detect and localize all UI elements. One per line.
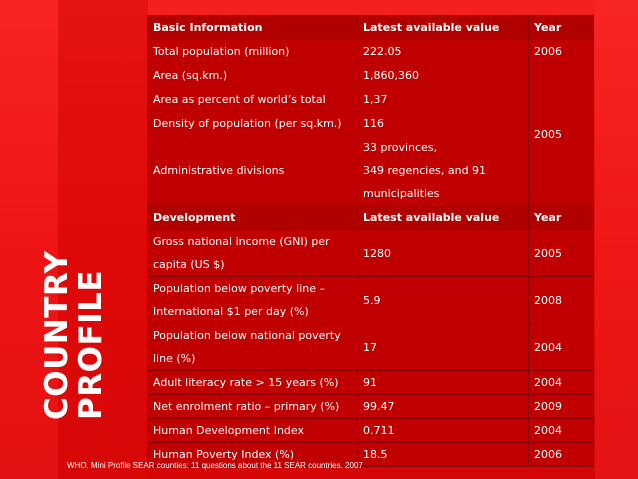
value-line: 349 regencies, and 91 (363, 164, 487, 177)
row-label: Human Development Index (148, 419, 358, 443)
row-year: 2008 (529, 277, 594, 324)
table-row (148, 112, 594, 136)
row-label: Area (sq.km.) (148, 64, 358, 88)
row-value: 0.711 (358, 419, 529, 443)
row-value: 91 (358, 371, 529, 395)
label-line: line (%) (153, 352, 196, 365)
row-year: 2005 (529, 230, 594, 277)
table-row (148, 419, 594, 443)
row-year: 2006 (529, 40, 594, 64)
label-line: International $1 per day (%) (153, 305, 309, 318)
side-title (40, 230, 108, 420)
row-year: 2006 (529, 443, 594, 467)
row-value: 1280 (358, 230, 529, 277)
row-label: Human Poverty Index (%) (148, 443, 358, 467)
merged-year-cell: 2005 (529, 64, 594, 206)
header-cell: Latest available value (358, 16, 529, 40)
row-value: 116 (358, 112, 529, 136)
row-year: 2004 (529, 371, 594, 395)
row-label-multiline (148, 324, 358, 371)
row-value: 222.05 (358, 40, 529, 64)
header-cell: Development (148, 206, 358, 230)
row-label-multiline (148, 230, 358, 277)
label-line: Population below national poverty (153, 329, 341, 342)
table-row (148, 277, 594, 324)
table-row (148, 64, 594, 88)
row-value-multiline (358, 136, 529, 206)
country-profile-table (147, 15, 594, 467)
label-line: Population below poverty line – (153, 282, 325, 295)
row-value: 5.9 (358, 277, 529, 324)
header-cell: Basic Information (148, 16, 358, 40)
header-cell: Year (529, 206, 594, 230)
row-year: 2004 (529, 324, 594, 371)
side-title-line2: PROFILE (73, 269, 109, 420)
row-year: 2004 (529, 419, 594, 443)
header-cell: Latest available value (358, 206, 529, 230)
row-label: Area as percent of world’s total (148, 88, 358, 112)
row-value: 1,37 (358, 88, 529, 112)
table-row (148, 88, 594, 112)
table-row (148, 371, 594, 395)
row-value: 18.5 (358, 443, 529, 467)
table-header-row (148, 16, 594, 40)
row-value: 1,860,360 (358, 64, 529, 88)
label-line: capita (US $) (153, 258, 225, 271)
value-line: 33 provinces, (363, 141, 438, 154)
side-title-line1: COUNTRY (39, 250, 75, 420)
table-row (148, 230, 594, 277)
header-cell: Year (529, 16, 594, 40)
table-row (148, 395, 594, 419)
value-line: municipalities (363, 187, 440, 200)
row-label: Administrative divisions (148, 136, 358, 206)
row-label: Total population (million) (148, 40, 358, 64)
row-label: Adult literacy rate > 15 years (%) (148, 371, 358, 395)
table-row (148, 324, 594, 371)
source-citation: WHO. Mini Profile SEAR counties: 11 questions about the 11 SEAR countries. 2007 (67, 461, 363, 470)
table-header-row (148, 206, 594, 230)
row-label-multiline (148, 277, 358, 324)
row-year: 2009 (529, 395, 594, 419)
row-value: 99.47 (358, 395, 529, 419)
row-value: 17 (358, 324, 529, 371)
row-label: Net enrolment ratio – primary (%) (148, 395, 358, 419)
table-row (148, 136, 594, 206)
label-line: Gross national income (GNI) per (153, 235, 330, 248)
table-row (148, 40, 594, 64)
row-label: Density of population (per sq.km.) (148, 112, 358, 136)
background-band-right (595, 0, 638, 479)
